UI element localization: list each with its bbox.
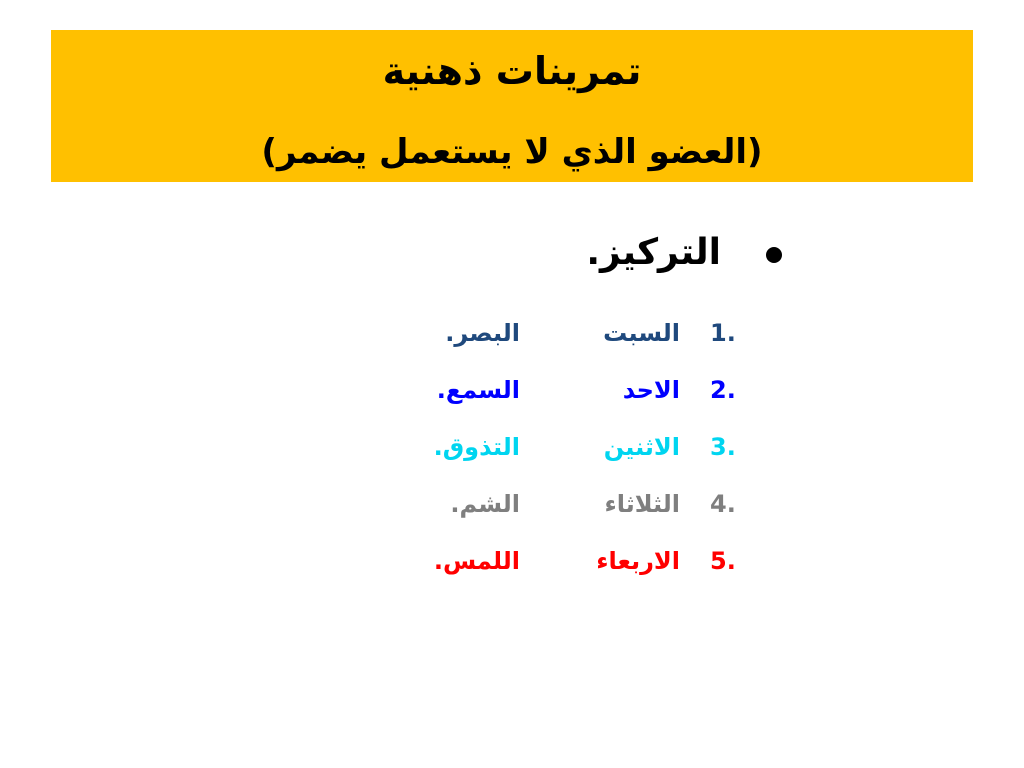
list-item [0, 313, 1024, 353]
list-item [0, 370, 1024, 410]
slide-subtitle: (العضو الذي لا يستعمل يضمر) [261, 132, 763, 172]
item-sense: البصر. [445, 319, 520, 347]
item-number: 1. [710, 319, 736, 347]
item-day: السبت [603, 319, 680, 347]
item-number: 4. [710, 490, 736, 518]
item-sense: التذوق. [433, 433, 520, 461]
list-item [0, 541, 1024, 581]
item-number: 3. [710, 433, 736, 461]
list-item [0, 427, 1024, 467]
item-sense: الشم. [450, 490, 520, 518]
item-day: الثلاثاء [604, 490, 680, 518]
slide-title: تمرينات ذهنية [382, 49, 642, 93]
bullet-heading: التركيز. [586, 232, 721, 273]
bullet-icon [766, 247, 782, 263]
item-day: الاربعاء [596, 547, 680, 575]
title-banner [51, 30, 973, 182]
item-number: 2. [710, 376, 736, 404]
item-day: الاحد [622, 376, 680, 404]
list-item [0, 484, 1024, 524]
item-number: 5. [710, 547, 736, 575]
item-sense: السمع. [436, 376, 520, 404]
item-sense: اللمس. [433, 547, 520, 575]
item-day: الاثنين [603, 433, 680, 461]
